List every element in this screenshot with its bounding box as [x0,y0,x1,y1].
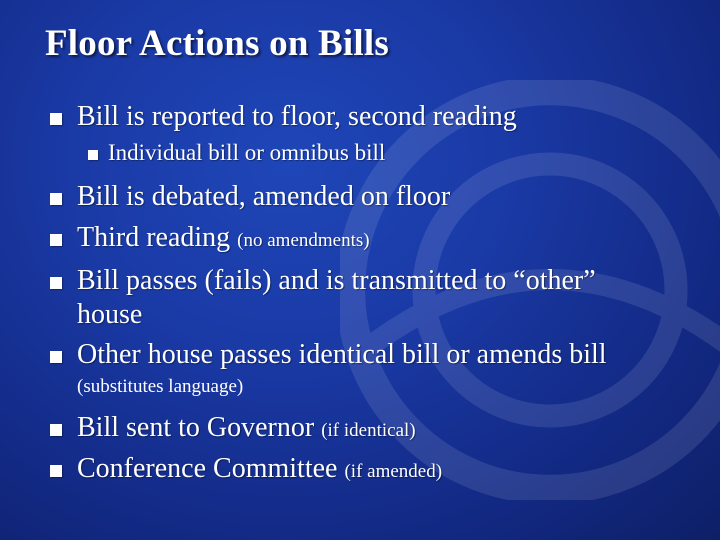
bullet-square-icon [50,465,62,477]
sub-bullet-text: Individual bill or omnibus bill [108,140,386,165]
bullet-square-icon [50,351,62,363]
slide-title: Floor Actions on Bills [45,23,389,64]
bullet-text: Other house passes identical bill or amends bill [77,339,607,370]
bullet-text: Bill passes (fails) and is transmitted to “other” [77,265,596,296]
bullet-note: (no amendments) [237,230,370,251]
bullet-square-icon [50,113,62,125]
sub-bullet-square-icon [88,150,98,160]
bullet-text: Bill is reported to floor, second reading [77,101,517,132]
bullet-text [77,412,416,444]
bullet-square-icon [50,193,62,205]
bullet-square-icon [50,424,62,436]
bullet-main-text: Conference Committee [77,453,345,484]
bullet-main-text: Third reading [77,222,238,253]
bullet-continuation: house [77,299,143,330]
bullet-main-text: Bill sent to Governor [77,412,322,443]
bullet-note: (if amended) [344,461,443,482]
bullet-note: (if identical) [321,420,416,441]
bullet-continuation: (substitutes language) [77,376,244,397]
bullet-text [77,453,442,485]
bullet-square-icon [50,277,62,289]
bullet-square-icon [50,234,62,246]
bullet-text [77,222,370,254]
bullet-text: Bill is debated, amended on floor [77,181,451,212]
